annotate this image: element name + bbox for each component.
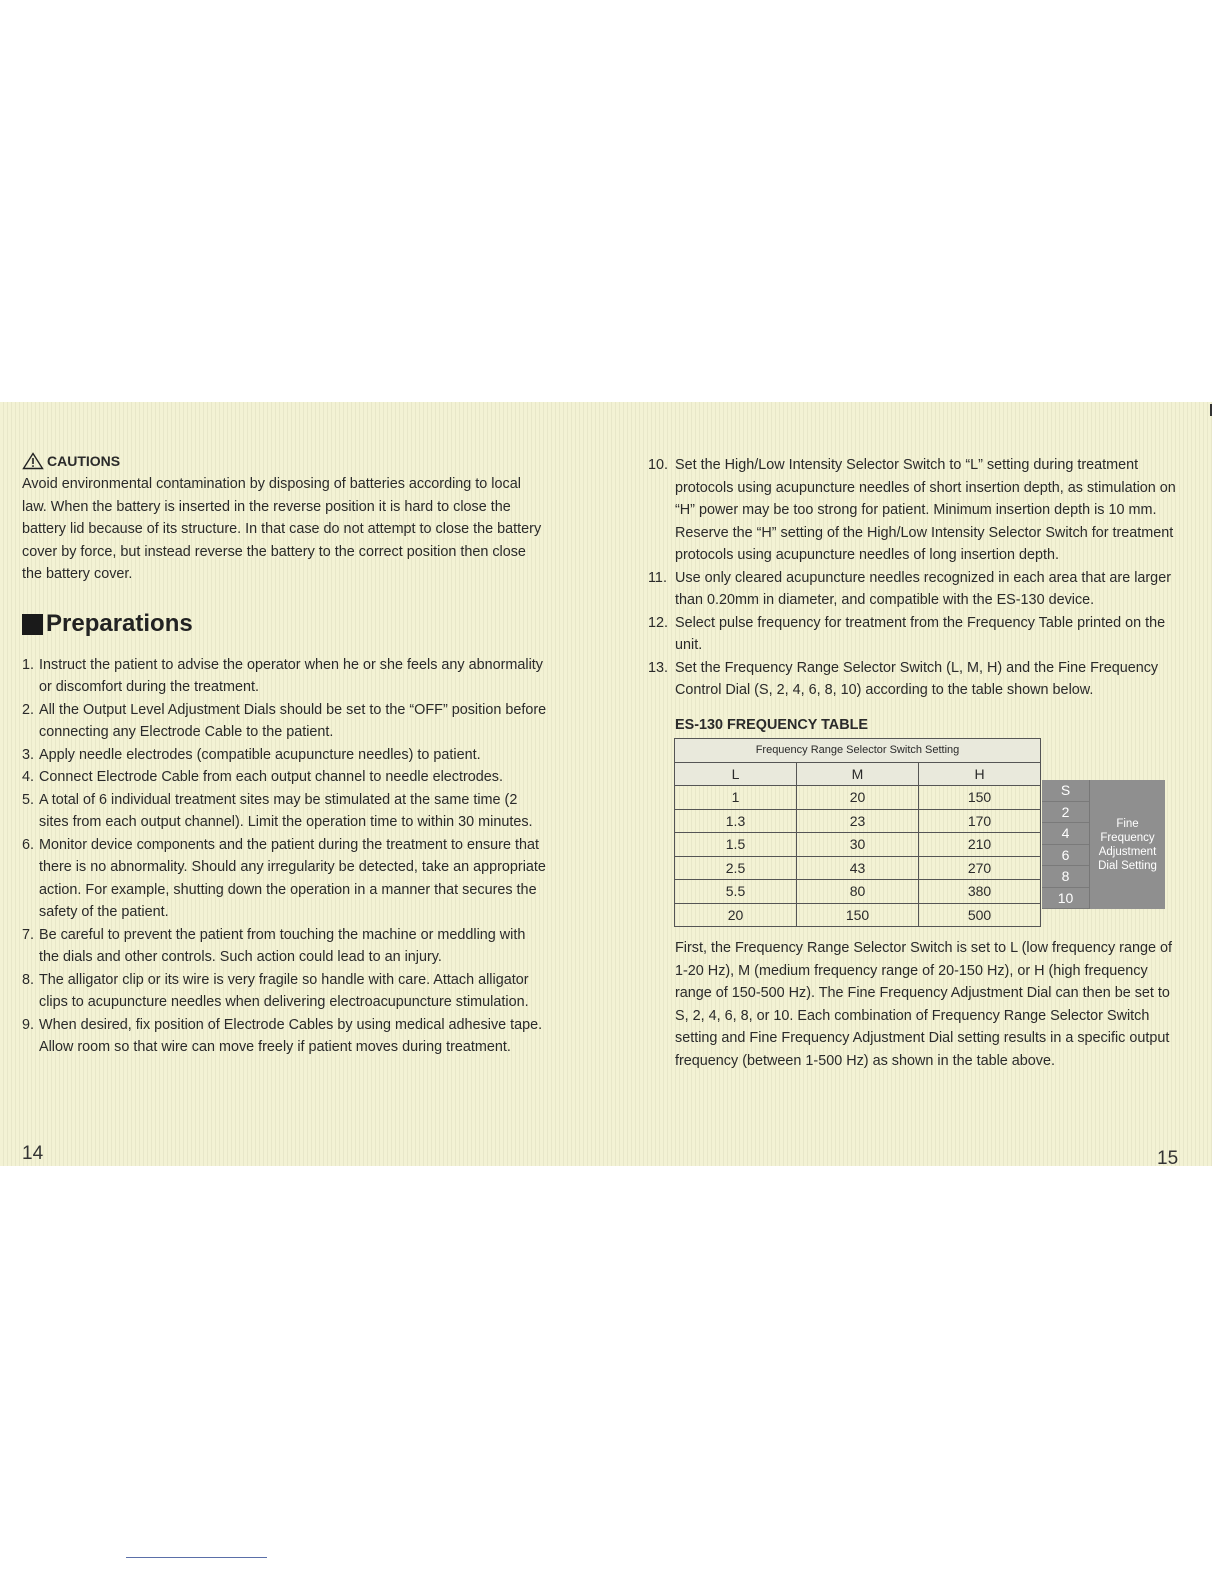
dial-setting: 10 xyxy=(1042,888,1089,910)
table-cell: 210 xyxy=(919,833,1041,857)
step-text: A total of 6 individual treatment sites may be stimulated at the same time (2 sites from each output channel). Limit the operation time to within 30 minutes. xyxy=(39,791,533,830)
step-number: 6. xyxy=(22,836,35,853)
table-cell: 500 xyxy=(919,903,1041,927)
list-item xyxy=(22,1014,547,1059)
table-row xyxy=(675,809,1041,833)
section-marker-icon xyxy=(22,614,43,635)
step-text: Monitor device components and the patient during the treatment to ensure that there is no abnormality. Should any irregularity be detected, take an appropriate action. For example, shutting down the operation in a manner that secures the safety of the patient. xyxy=(39,836,546,920)
dial-setting: 4 xyxy=(1042,823,1089,845)
step-number: 1. xyxy=(22,656,35,673)
setup-steps xyxy=(648,454,1180,702)
step-text: Instruct the patient to advise the operator when he or she feels any abnormality or discomfort during the treatment. xyxy=(39,656,543,695)
table-cell: 30 xyxy=(797,833,919,857)
step-text: Use only cleared acupuncture needles recognized in each area that are larger than 0.20mm in diameter, and compatible with the ES-130 device. xyxy=(675,569,1171,608)
list-item xyxy=(22,654,547,699)
table-cell: 380 xyxy=(919,880,1041,904)
list-item xyxy=(648,567,1180,612)
step-text: Apply needle electrodes (compatible acupuncture needles) to patient. xyxy=(39,746,481,763)
table-header: Frequency Range Selector Switch Setting xyxy=(675,739,1041,763)
table-cell: 270 xyxy=(919,856,1041,880)
page-number-right: 15 xyxy=(1157,1148,1179,1169)
step-number: 12. xyxy=(648,614,669,631)
dial-settings-list xyxy=(1042,780,1090,909)
column-header: H xyxy=(919,762,1041,786)
step-number: 11. xyxy=(648,569,667,586)
dial-settings-column xyxy=(1042,780,1165,909)
table-row xyxy=(675,833,1041,857)
step-number: 2. xyxy=(22,701,35,718)
table-row xyxy=(675,786,1041,810)
cautions-body: Avoid environmental contamination by disposing of batteries according to local law. When the battery is inserted in the reverse position it is hard to close the battery lid because of its structure. In that case do not attempt to close the battery cover by force, but instead reverse the battery to the correct position then close the battery cover. xyxy=(22,476,542,582)
frequency-table xyxy=(674,738,1041,927)
dial-setting: 2 xyxy=(1042,802,1089,824)
step-number: 8. xyxy=(22,971,35,988)
step-number: 10. xyxy=(648,457,669,473)
step-number: 4. xyxy=(22,769,35,785)
step-number: 5. xyxy=(22,791,35,808)
preparation-steps xyxy=(22,654,547,1059)
table-row xyxy=(675,880,1041,904)
right-page xyxy=(648,454,1180,1072)
list-item xyxy=(648,454,1180,567)
edge-mark xyxy=(1210,404,1212,416)
list-item xyxy=(648,657,1180,702)
list-item xyxy=(22,766,547,789)
table-cell: 43 xyxy=(797,856,919,880)
table-title: ES-130 FREQUENCY TABLE xyxy=(675,716,868,733)
step-text: All the Output Level Adjustment Dials should be set to the “OFF” position before connecting any Electrode Cable to the patient. xyxy=(39,701,547,740)
step-number: 7. xyxy=(22,926,35,943)
step-number: 3. xyxy=(22,746,35,763)
section-heading xyxy=(22,610,547,640)
table-row xyxy=(675,856,1041,880)
cautions-title: CAUTIONS xyxy=(47,452,121,469)
column-header: M xyxy=(797,762,919,786)
step-number: 9. xyxy=(22,1016,35,1033)
footer-rule xyxy=(126,1557,267,1558)
table-cell: 5.5 xyxy=(675,880,797,904)
table-cell: 150 xyxy=(797,903,919,927)
step-number: 13. xyxy=(648,659,669,676)
table-cell: 23 xyxy=(797,809,919,833)
step-text: When desired, fix position of Electrode Cables by using medical adhesive tape. Allow room so that wire can move freely if patient moves during treatment. xyxy=(39,1016,543,1055)
list-item xyxy=(22,699,547,744)
warning-icon xyxy=(22,452,44,470)
table-cell: 1.3 xyxy=(675,809,797,833)
table-cell: 2.5 xyxy=(675,856,797,880)
dial-setting: 8 xyxy=(1042,866,1089,888)
table-cell: 150 xyxy=(919,786,1041,810)
list-item xyxy=(22,744,547,767)
step-text: Set the High/Low Intensity Selector Switch to “L” setting during treatment protocols using acupuncture needles of short insertion depth, as stimulation on “H” power may be too strong for patient. Minimum insertion depth is 10 mm. Reserve the “H” setting of the High/Low Intensity Selector Switch for treatment protocols using acupuncture needles of long insertion depth. xyxy=(675,457,1176,563)
step-text: Connect Electrode Cable from each output channel to needle electrodes. xyxy=(39,769,503,785)
cautions-heading xyxy=(22,450,547,472)
dial-setting: 6 xyxy=(1042,845,1089,867)
list-item xyxy=(22,789,547,834)
table-header-row xyxy=(675,739,1041,763)
table-cell: 80 xyxy=(797,880,919,904)
section-title: Preparations xyxy=(46,610,193,638)
column-header: L xyxy=(675,762,797,786)
step-text: Select pulse frequency for treatment from the Frequency Table printed on the unit. xyxy=(675,614,1166,653)
table-cell: 170 xyxy=(919,809,1041,833)
dial-label: Fine Frequency Adjustment Dial Setting xyxy=(1098,817,1157,872)
table-cell: 1.5 xyxy=(675,833,797,857)
left-page xyxy=(22,450,547,1059)
page-number-left: 14 xyxy=(22,1143,44,1164)
list-item xyxy=(22,969,547,1014)
step-text: The alligator clip or its wire is very fragile so handle with care. Attach alligator clips to acupuncture needles when delivering electroacupuncture stimulation. xyxy=(39,971,529,1010)
list-item xyxy=(648,612,1180,657)
table-cell: 20 xyxy=(797,786,919,810)
list-item xyxy=(22,924,547,969)
step-text: Be careful to prevent the patient from touching the machine or meddling with the dials and other controls. Such action could lead to an injury. xyxy=(39,926,526,965)
table-cell: 1 xyxy=(675,786,797,810)
table-explanation: First, the Frequency Range Selector Switch is set to L (low frequency range of 1-20 Hz), M (medium frequency range of 20-150 Hz), or H (high frequency range of 150-500 Hz). The Fine Frequency Adjustment Dial can then be set to S, 2, 4, 6, 8, or 10. Each combination of Frequency Range Selector Switch setting and Fine Frequency Adjustment Dial setting results in a specific output frequency (between 1-500 Hz) as shown in the table above. xyxy=(675,940,1172,1069)
table-row xyxy=(675,903,1041,927)
frequency-table-wrap xyxy=(674,738,1180,927)
step-text: Set the Frequency Range Selector Switch (L, M, H) and the Fine Frequency Control Dial (S, 2, 4, 6, 8, 10) according to the table shown below. xyxy=(675,659,1159,698)
table-cell: 20 xyxy=(675,903,797,927)
table-columns-row xyxy=(675,762,1041,786)
dial-setting: S xyxy=(1042,780,1089,802)
list-item xyxy=(22,834,547,924)
